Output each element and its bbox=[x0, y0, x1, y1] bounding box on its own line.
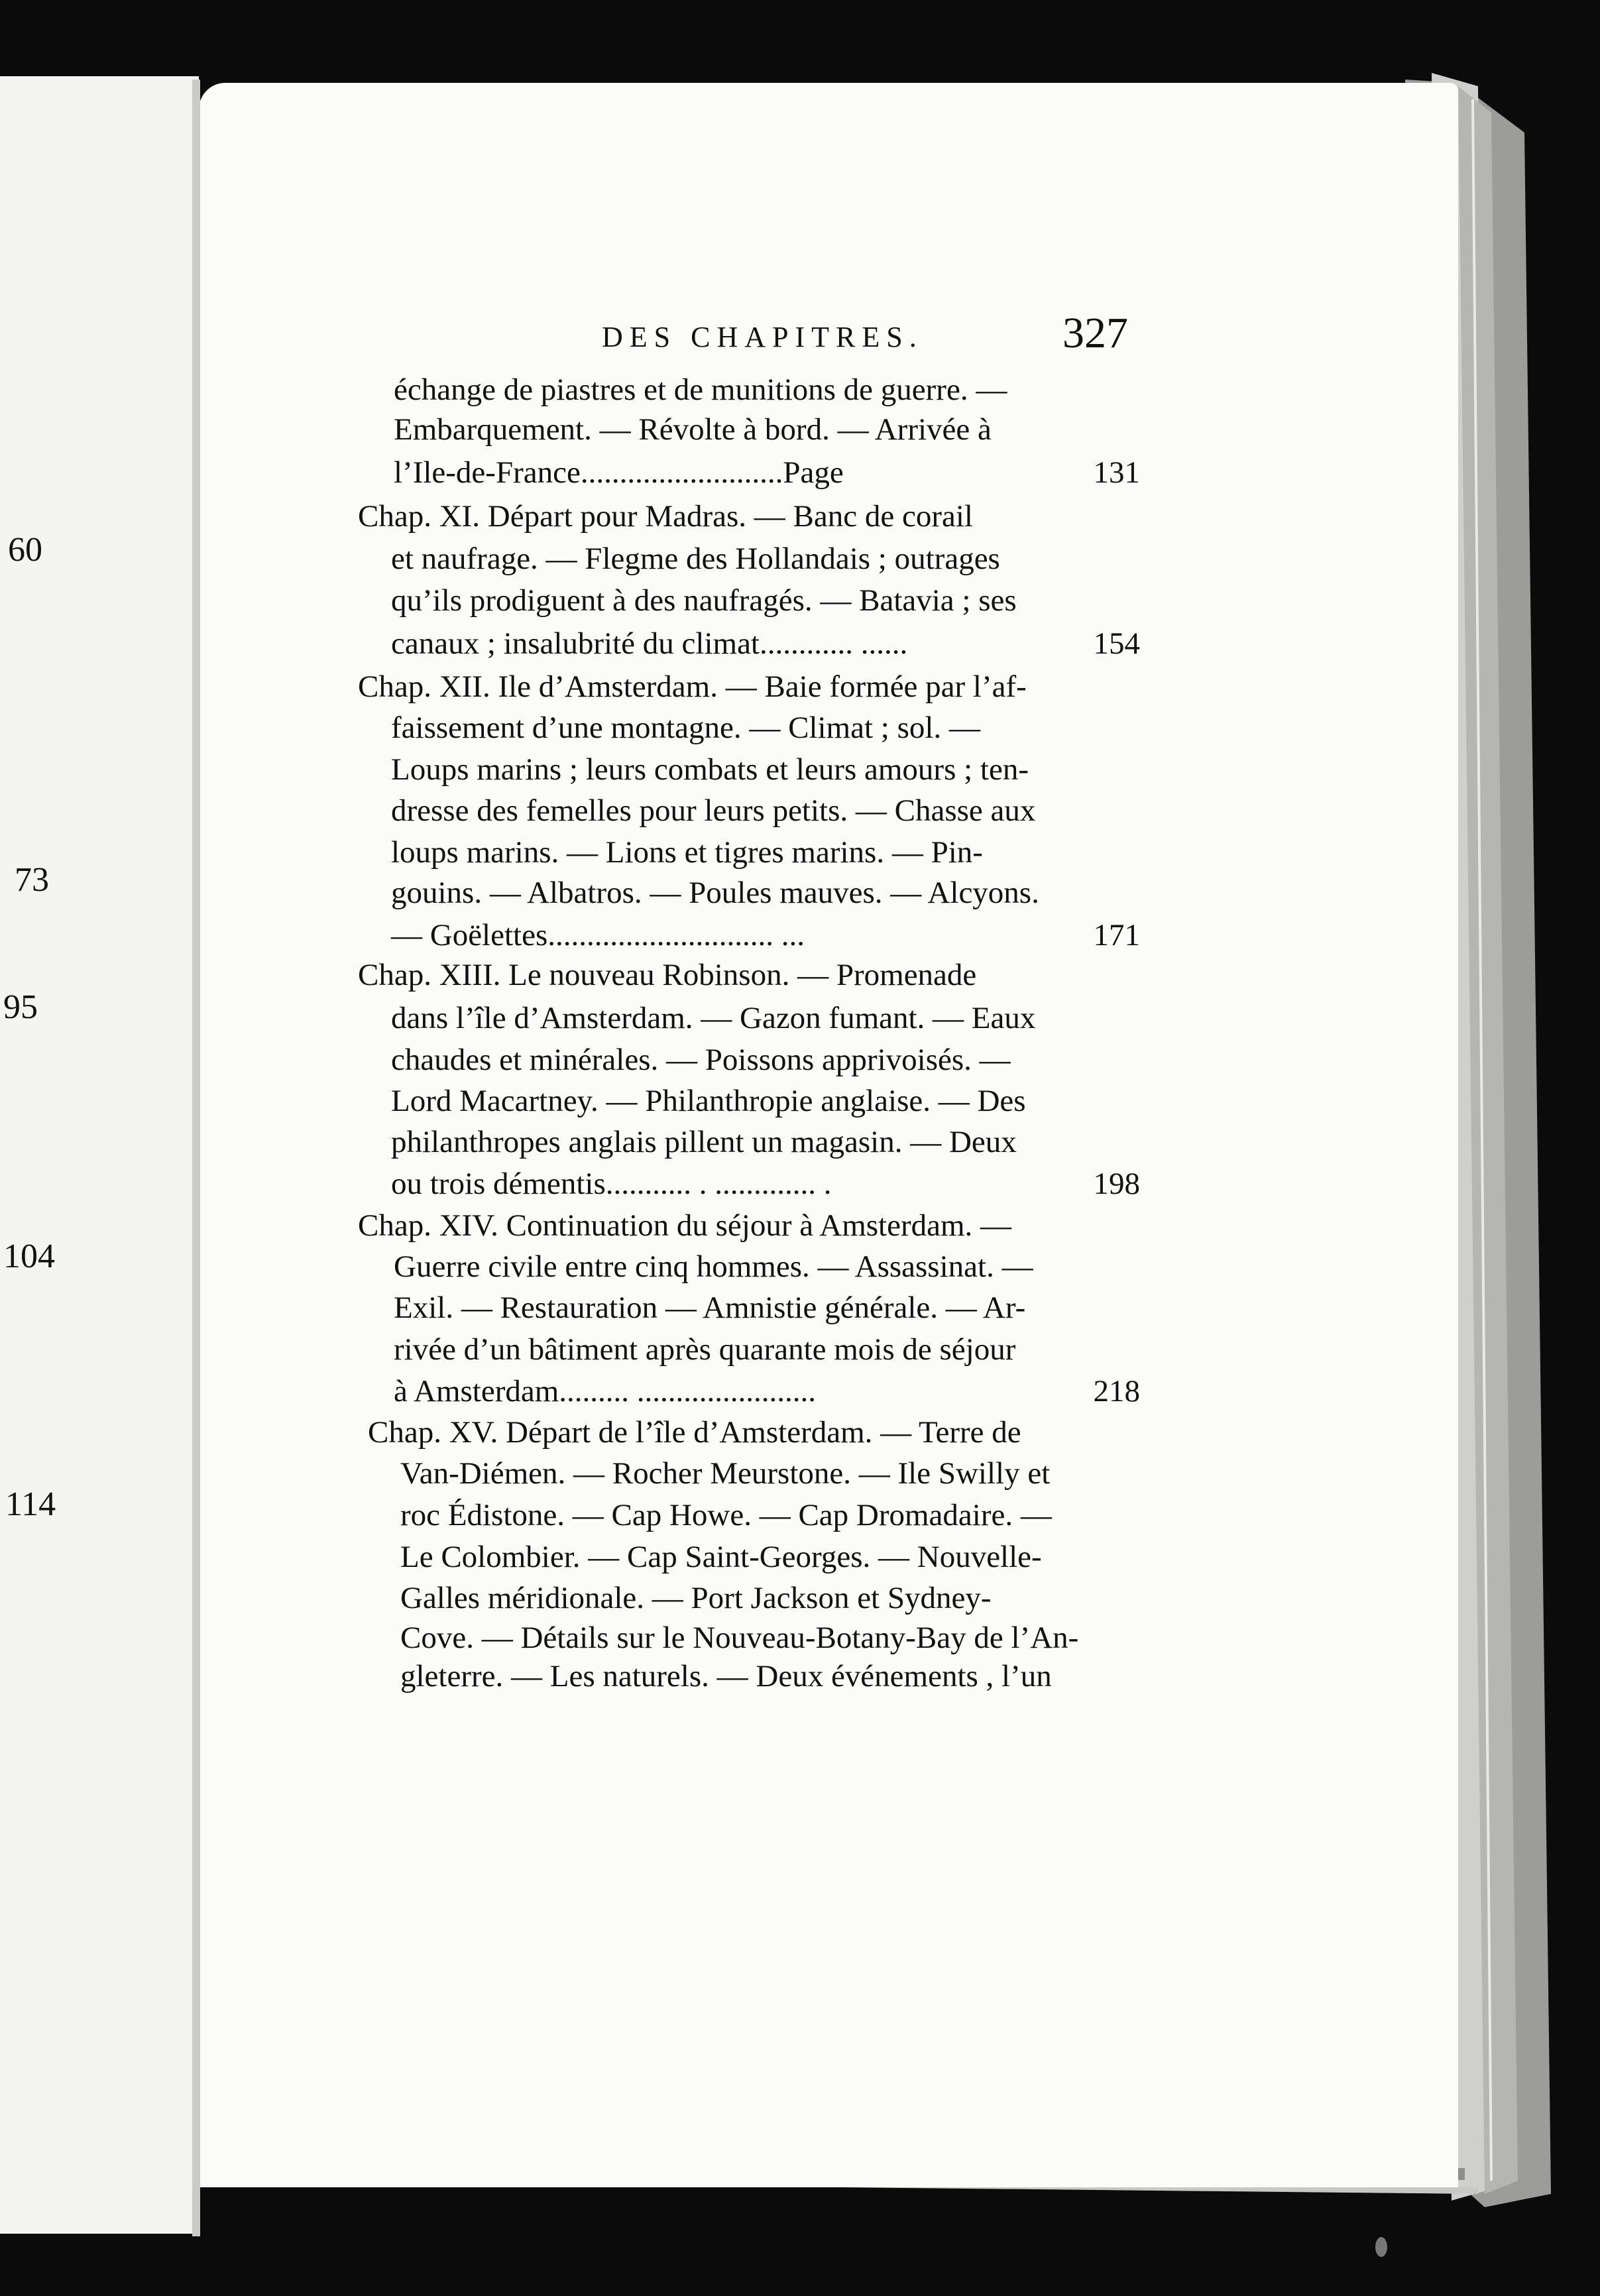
toc-line-text: Lord Macartney. — Philanthropie anglaise. — Des bbox=[391, 1084, 1026, 1118]
toc-line-text: gouins. — Albatros. — Poules mauves. — Alcyons. bbox=[391, 876, 1039, 910]
toc-line bbox=[0, 1080, 1600, 1121]
toc-line-text: canaux ; insalubrité du climat............ ...... bbox=[391, 626, 908, 661]
toc-line bbox=[0, 1163, 1600, 1204]
left-page-number: 95 bbox=[3, 988, 38, 1026]
toc-line bbox=[0, 1495, 1600, 1536]
page-number: 327 bbox=[1062, 309, 1128, 357]
toc-line-text: Cove. — Détails sur le Nouveau-Botany-Bay de l’An- bbox=[400, 1621, 1079, 1655]
toc-page-ref: 154 bbox=[1093, 626, 1140, 661]
toc-line-text: qu’ils prodiguent à des naufragés. — Batavia ; ses bbox=[391, 583, 1017, 618]
left-page-number: 104 bbox=[3, 1237, 55, 1275]
toc-line bbox=[0, 1453, 1600, 1494]
toc-line bbox=[0, 954, 1600, 996]
toc-line bbox=[0, 1536, 1600, 1578]
toc-line bbox=[0, 623, 1600, 664]
toc-page-ref: 171 bbox=[1093, 918, 1140, 952]
toc-line bbox=[0, 1656, 1600, 1697]
toc-line-text: Exil. — Restauration — Amnistie générale. — Ar- bbox=[394, 1291, 1026, 1325]
toc-line-text: — Goëlettes............................. ... bbox=[391, 918, 805, 952]
toc-line bbox=[0, 1246, 1600, 1287]
toc-line-text: Guerre civile entre cinq hommes. — Assassinat. — bbox=[394, 1249, 1033, 1284]
toc-line-text: faissement d’une montagne. — Climat ; sol. — bbox=[391, 711, 980, 745]
toc-line bbox=[0, 1371, 1600, 1412]
toc-line-text: Van-Diémen. — Rocher Meurstone. — Ile Swilly et bbox=[400, 1456, 1051, 1491]
toc-line-text: dans l’île d’Amsterdam. — Gazon fumant. — Eaux bbox=[391, 1001, 1036, 1035]
toc-line-text: Chap. XIV. Continuation du séjour à Amsterdam. — bbox=[358, 1208, 1012, 1243]
toc-line-text: gleterre. — Les naturels. — Deux événements , l’un bbox=[400, 1659, 1052, 1693]
toc-line bbox=[0, 666, 1600, 707]
running-title: DES CHAPITRES. bbox=[602, 321, 923, 353]
toc-line bbox=[0, 915, 1600, 956]
toc-line bbox=[0, 1205, 1600, 1246]
toc-page-ref: 198 bbox=[1093, 1167, 1140, 1201]
toc-line bbox=[0, 1287, 1600, 1328]
left-page-number: 73 bbox=[15, 861, 49, 899]
toc-line-text: chaudes et minérales. — Poissons apprivoisés. — bbox=[391, 1043, 1011, 1077]
toc-line-text: et naufrage. — Flegme des Hollandais ; outrages bbox=[391, 542, 1000, 576]
toc-line-text: Loups marins ; leurs combats et leurs amours ; ten- bbox=[391, 752, 1029, 787]
toc-line bbox=[0, 832, 1600, 873]
toc-line bbox=[0, 1412, 1600, 1453]
toc-line bbox=[0, 1578, 1600, 1619]
toc-line bbox=[0, 496, 1600, 537]
toc-line-text: Chap. XI. Départ pour Madras. — Banc de corail bbox=[358, 499, 973, 534]
toc-line bbox=[0, 1121, 1600, 1163]
left-page-number: 60 bbox=[8, 531, 42, 569]
toc-line-text: l’Ile-de-France..........................Page bbox=[394, 455, 844, 490]
toc-line bbox=[0, 452, 1600, 493]
toc-line-text: Chap. XV. Départ de l’île d’Amsterdam. — Terre de bbox=[368, 1415, 1021, 1450]
toc-line bbox=[0, 1039, 1600, 1080]
toc-line-text: Galles méridionale. — Port Jackson et Sydney- bbox=[400, 1581, 992, 1615]
toc-line bbox=[0, 707, 1600, 748]
toc-line bbox=[0, 1617, 1600, 1658]
toc-line bbox=[0, 749, 1600, 790]
toc-line-text: loups marins. — Lions et tigres marins. — Pin- bbox=[391, 835, 983, 870]
toc-line-text: à Amsterdam......... ....................... bbox=[394, 1374, 817, 1408]
toc-page-ref: 218 bbox=[1093, 1374, 1140, 1408]
toc-line-text: philanthropes anglais pillent un magasin. — Deux bbox=[391, 1125, 1017, 1159]
left-page-number: 114 bbox=[5, 1485, 56, 1523]
toc-line bbox=[0, 409, 1600, 450]
toc-line-text: Chap. XIII. Le nouveau Robinson. — Promenade bbox=[358, 958, 977, 992]
toc-line-text: rivée d’un bâtiment après quarante mois de séjour bbox=[394, 1332, 1016, 1367]
toc-line-text: Chap. XII. Ile d’Amsterdam. — Baie formée par l’af- bbox=[358, 669, 1027, 704]
toc-line bbox=[0, 538, 1600, 579]
toc-line-text: ou trois démentis........... . ............. . bbox=[391, 1167, 832, 1201]
toc-line bbox=[0, 998, 1600, 1039]
toc-line bbox=[0, 790, 1600, 831]
toc-line-text: échange de piastres et de munitions de guerre. — bbox=[394, 373, 1007, 407]
toc-line bbox=[0, 580, 1600, 621]
toc-line-text: roc Édistone. — Cap Howe. — Cap Dromadaire. — bbox=[400, 1498, 1052, 1532]
toc-line bbox=[0, 1329, 1600, 1370]
toc-line-text: Le Colombier. — Cap Saint-Georges. — Nouvelle- bbox=[400, 1540, 1042, 1574]
toc-line bbox=[0, 872, 1600, 913]
ink-blot bbox=[1375, 2237, 1387, 2257]
toc-line-text: Embarquement. — Révolte à bord. — Arrivée à bbox=[394, 412, 992, 447]
toc-line bbox=[0, 369, 1600, 410]
toc-line-text: dresse des femelles pour leurs petits. — Chasse aux bbox=[391, 793, 1036, 828]
toc-page-ref: 131 bbox=[1093, 455, 1140, 490]
